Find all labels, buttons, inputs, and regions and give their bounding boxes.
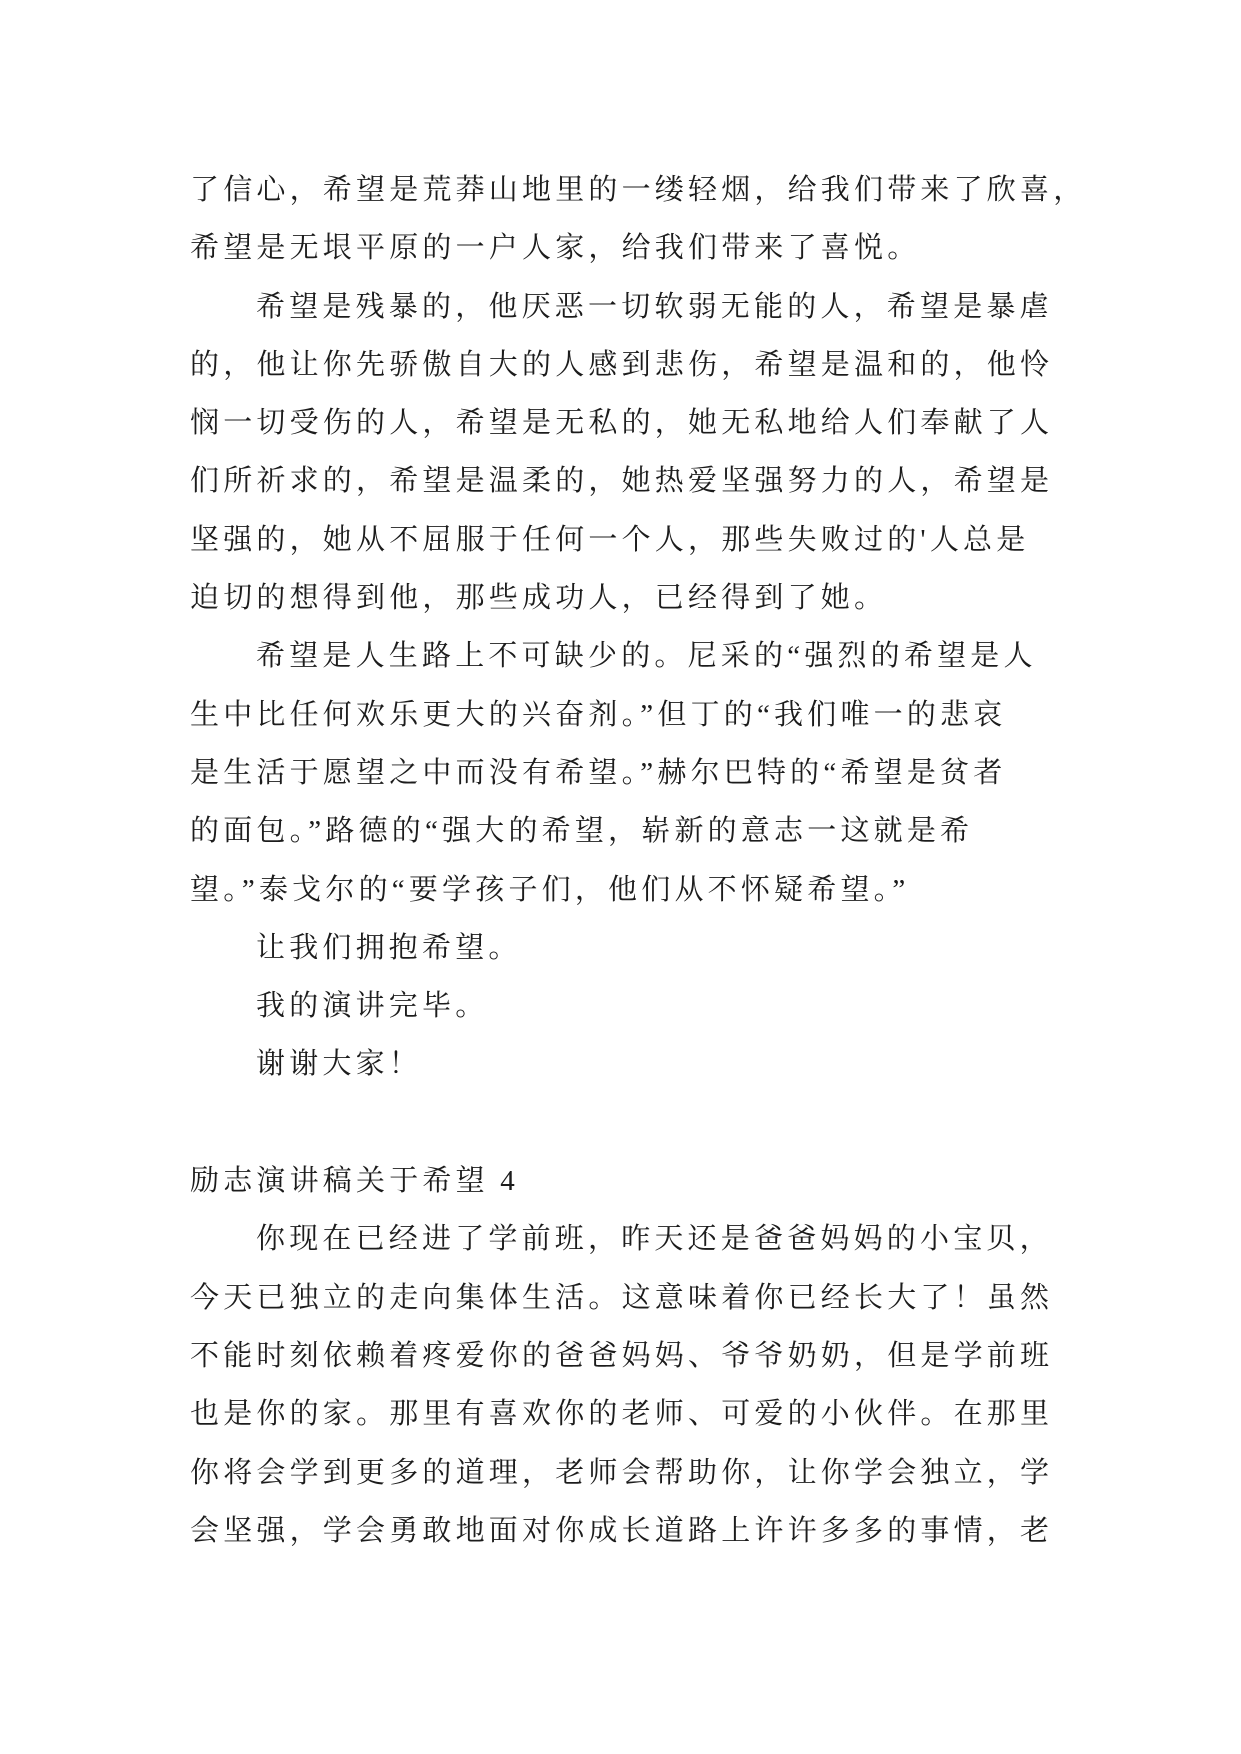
text-line: 希望是残暴的，他厌恶一切软弱无能的人，希望是暴虐 [256,290,1053,323]
text-line: 是生活于愿望之中而没有希望。”赫尔巴特的“希望是贫者 [190,756,1007,789]
paragraph [190,1035,1150,1093]
text-line: 迫切的想得到他，那些成功人，已经得到了她。 [190,582,888,615]
text-line: 们所祈求的，希望是温柔的，她热爱坚强努力的人，希望是 [190,465,1054,498]
text-line: 了信心，希望是荒莽山地里的一缕轻烟，给我们带来了欣喜， [190,174,1087,206]
text-line: 不能时刻依赖着疼爱你的爸爸妈妈、爷爷奶奶，但是学前班 [190,1339,1054,1372]
text-line: 也是你的家。那里有喜欢你的老师、可爱的小伙伴。在那里 [190,1398,1054,1431]
section-heading: 励志演讲稿关于希望 4 [190,1165,519,1198]
text-line: 谢谢大家！ [256,1048,423,1081]
text-line: 你将会学到更多的道理，老师会帮助你，让你学会独立，学 [190,1456,1054,1489]
text-line: 让我们拥抱希望。 [256,931,522,964]
text-line: 生中比任何欢乐更大的兴奋剂。”但丁的“我们唯一的悲哀 [190,698,1007,731]
text-line: 你现在已经进了学前班，昨天还是爸爸妈妈的小宝贝， [256,1223,1053,1256]
text-line: 我的演讲完毕。 [256,990,489,1023]
text-line: 悯一切受伤的人，希望是无私的，她无私地给人们奉献了人 [190,407,1054,440]
paragraph [190,919,1150,977]
text-line: 希望是人生路上不可缺少的。尼采的“强烈的希望是人 [256,640,1037,673]
text-line: 今天已独立的走向集体生活。这意味着你已经长大了！虽然 [190,1281,1054,1314]
paragraph [190,1210,1150,1560]
paragraph [190,627,1150,918]
paragraph [190,278,1150,628]
text-line: 的面包。”路德的“强大的希望，崭新的意志一这就是希 [190,815,974,848]
paragraph [190,977,1150,1035]
text-line: 坚强的，她从不屈服于任何一个人，那些失败过的'人总是 [190,523,1030,556]
text-line: 会坚强，学会勇敢地面对你成长道路上许许多多的事情，老 [190,1514,1054,1547]
text-line: 望。”泰戈尔的“要学孩子们，他们从不怀疑希望。” [190,873,910,906]
text-line: 的，他让你先骄傲自大的人感到悲伤，希望是温和的，他怜 [190,348,1054,381]
document-body [190,161,1150,1560]
paragraph-continued [190,161,1150,278]
section [190,1152,1150,1560]
text-line: 希望是无垠平原的一户人家，给我们带来了喜悦。 [190,232,921,265]
